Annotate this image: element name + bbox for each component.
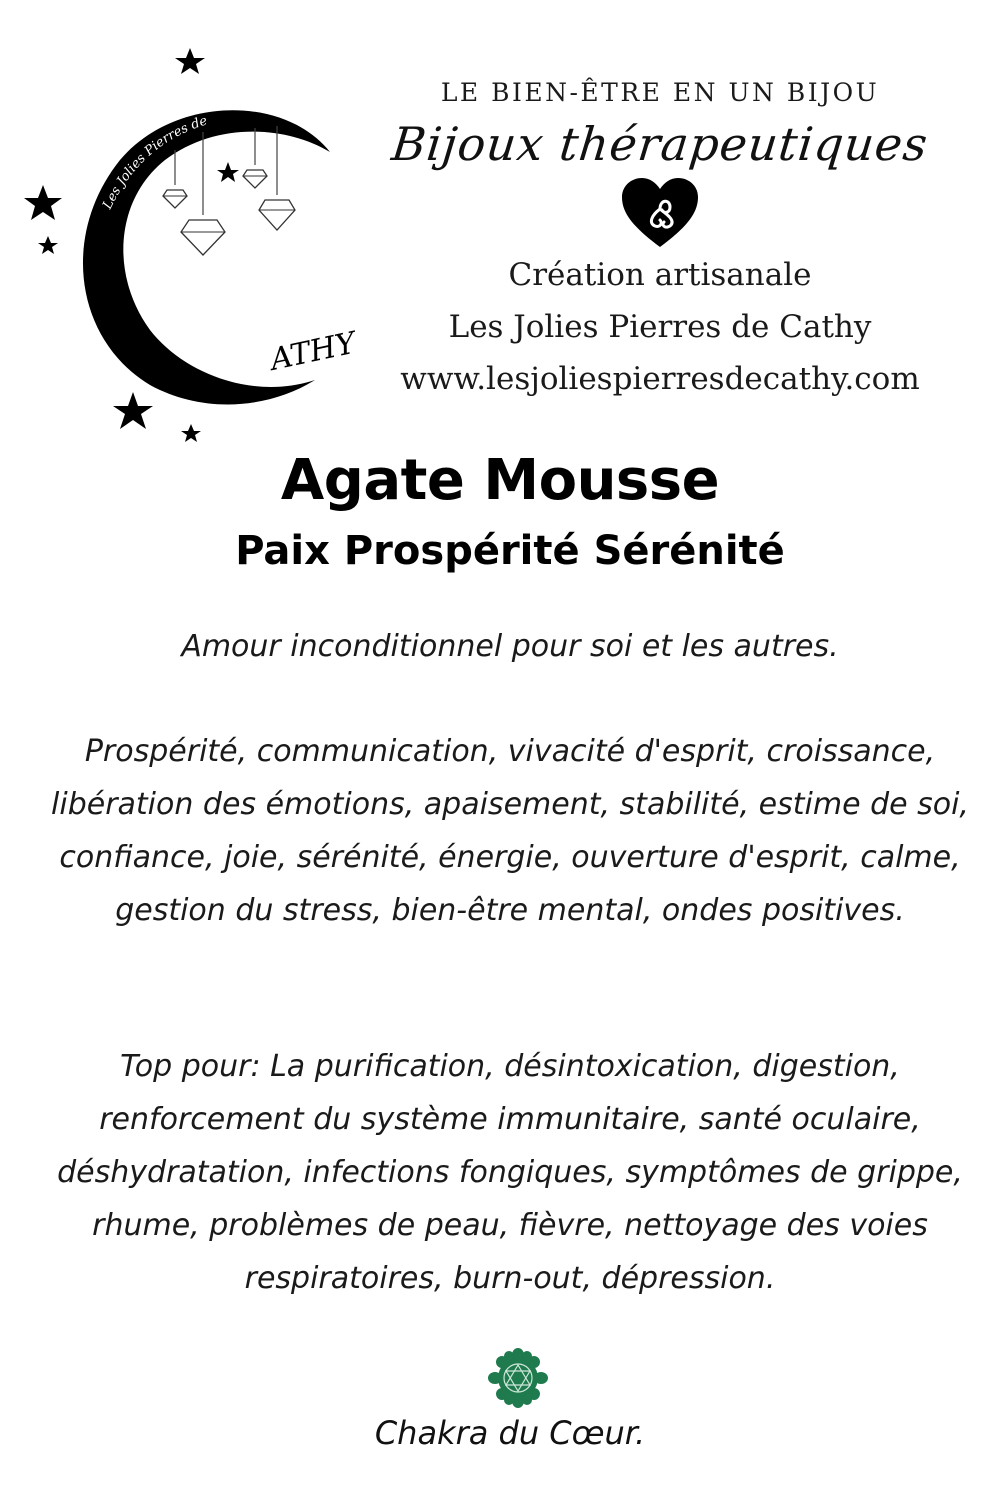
brand-line: Les Jolies Pierres de Cathy <box>448 309 872 345</box>
brand-logo <box>15 40 385 450</box>
tagline: LE BIEN-ÊTRE EN UN BIJOU <box>440 78 880 107</box>
diamond-gem-icon <box>163 170 295 255</box>
stone-name: Agate Mousse <box>280 448 720 513</box>
stone-virtues: Paix Prospérité Sérénité <box>235 528 785 574</box>
chakra-label: Chakra du Cœur. <box>374 1414 646 1452</box>
website-link[interactable]: www.lesjoliespierresdecathy.com <box>400 361 920 397</box>
script-title: Bijoux thérapeutiques <box>389 117 931 171</box>
logo-arc-text: Les Jolies Pierres de <box>100 113 210 212</box>
heart-chakra-icon <box>488 1348 548 1408</box>
top-for-paragraph: Top pour: La purification, désintoxication, digestion, renforcement du système immunitaire, santé oculaire, déshydratation, infections fongiques, symptômes de grippe, rhume, problèmes de peau, fièvre, nettoyage des voies respiratoires, burn-out, dépression. <box>57 1049 963 1296</box>
header-block <box>355 78 965 405</box>
heart-triskelion-icon <box>620 177 700 249</box>
intro-paragraph: Amour inconditionnel pour soi et les autres. <box>181 629 839 664</box>
benefits-paragraph: Prospérité, communication, vivacité d'esprit, croissance, libération des émotions, apaisement, stabilité, estime de soi, confiance, joie, sérénité, énergie, ouverture d'esprit, calme, gestion du stress, bien-être mental, ondes positives. <box>51 734 969 928</box>
creation-line: Création artisanale <box>508 257 812 293</box>
logo-signature: ATHY <box>267 325 359 378</box>
